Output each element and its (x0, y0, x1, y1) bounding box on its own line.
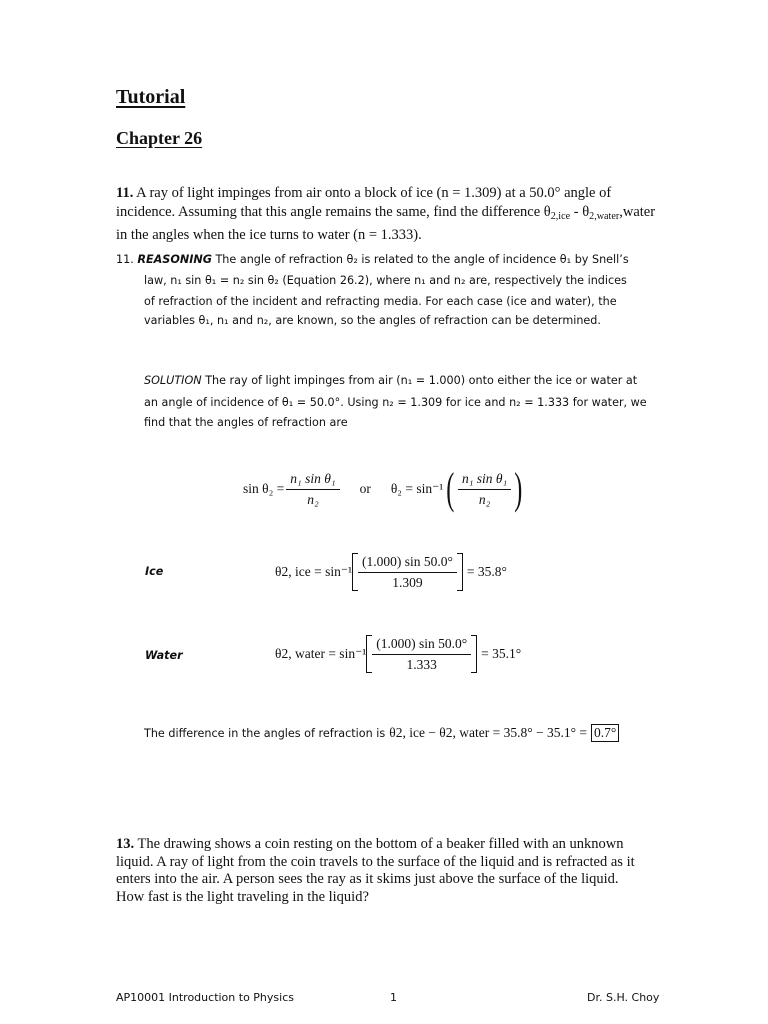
water-equation: θ2, water = sin⁻¹ $\frac{(1.000) \sin 50.0^\circ}{1.333}$ = 35.1° (275, 635, 522, 672)
problem-11-statement: 11. A ray of light impinges from air onto a block of ice (n = 1.309) at a 50.0° angle of incidence. Assuming that this angle remains the same, find the difference $\theta_{2,ice}$ - $\theta_{2,water},water$ in the angles when the ice turns to water (n = 1.333). (116, 185, 656, 243)
reasoning-line-2: law, n₁ sin θ₁ = n₂ sin θ₂ (Equation 26.2), where n₁ and n₂ are, respectively the indices (144, 274, 627, 287)
page-title: Tutorial (116, 86, 186, 108)
right-bracket (471, 635, 477, 673)
fraction: $\frac{(1.000) \sin 50.0^\circ}{1.309}$ (358, 554, 457, 591)
right-paren: ) (514, 464, 523, 513)
reasoning-label: REASONING (137, 253, 212, 266)
fraction: $\frac{\text{n₁ sin θ₁}}{\text{n₂}}$ (458, 471, 511, 508)
right-bracket (457, 553, 463, 591)
reasoning-line-3: of refraction of the incident and refracting media. For each case (ice and water), the (144, 295, 617, 308)
footer-page-number: 1 (390, 991, 397, 1004)
footer-course: AP10001 Introduction to Physics (116, 991, 294, 1004)
fraction: $\frac{\text{n₁ sin θ₁}}{\text{n₂}}$ (286, 471, 339, 508)
ice-label: Ice (145, 565, 164, 578)
solution-line-3: find that the angles of refraction are (144, 416, 348, 429)
left-paren: ( (446, 464, 455, 513)
reasoning-line-1: 11. REASONING The angle of refraction θ₂ is related to the angle of incidence θ₁ by Snell’s (116, 253, 629, 266)
solution-label: SOLUTION (144, 374, 202, 387)
snell-law-equation: sin θ₂ = $\frac{\text{n₁ sin θ₁}}{\text{n₂}}$ or θ₂ = sin⁻¹ ( $\frac{\text{n₁ sin θ₁}}{\text{n₂}}$ ) (243, 464, 523, 513)
footer-author: Dr. S.H. Choy (587, 991, 660, 1004)
difference-line: The difference in the angles of refraction is θ2, ice − θ2, water = 35.8° − 35.1° = 0.7° (144, 722, 619, 744)
final-answer-box: 0.7° (591, 724, 619, 742)
problem-number: 11. (116, 185, 134, 201)
ice-equation: θ2, ice = sin⁻¹ $\frac{(1.000) \sin 50.0^\circ}{1.309}$ = 35.8° (275, 553, 507, 590)
water-label: Water (145, 649, 183, 662)
reasoning-line-4: variables θ₁, n₁ and n₂, are known, so the angles of refraction can be determined. (144, 314, 601, 327)
problem-13-statement: 13. The drawing shows a coin resting on the bottom of a beaker filled with an unknown liquid. A ray of light from the coin travels to the surface of the liquid and is refracted as it enters into the air. A person sees the ray as it skims just above the surface of the liquid. How fast is the light traveling in the liquid? (116, 836, 635, 905)
solution-line-2: an angle of incidence of θ₁ = 50.0°. Using n₂ = 1.309 for ice and n₂ = 1.333 for water, we (144, 396, 647, 409)
chapter-heading: Chapter 26 (116, 128, 203, 148)
problem-number: 13. (116, 836, 135, 852)
solution-line-1: SOLUTION The ray of light impinges from air (n₁ = 1.000) onto either the ice or water at (144, 374, 638, 387)
fraction: $\frac{(1.000) \sin 50.0^\circ}{1.333}$ (372, 636, 471, 673)
